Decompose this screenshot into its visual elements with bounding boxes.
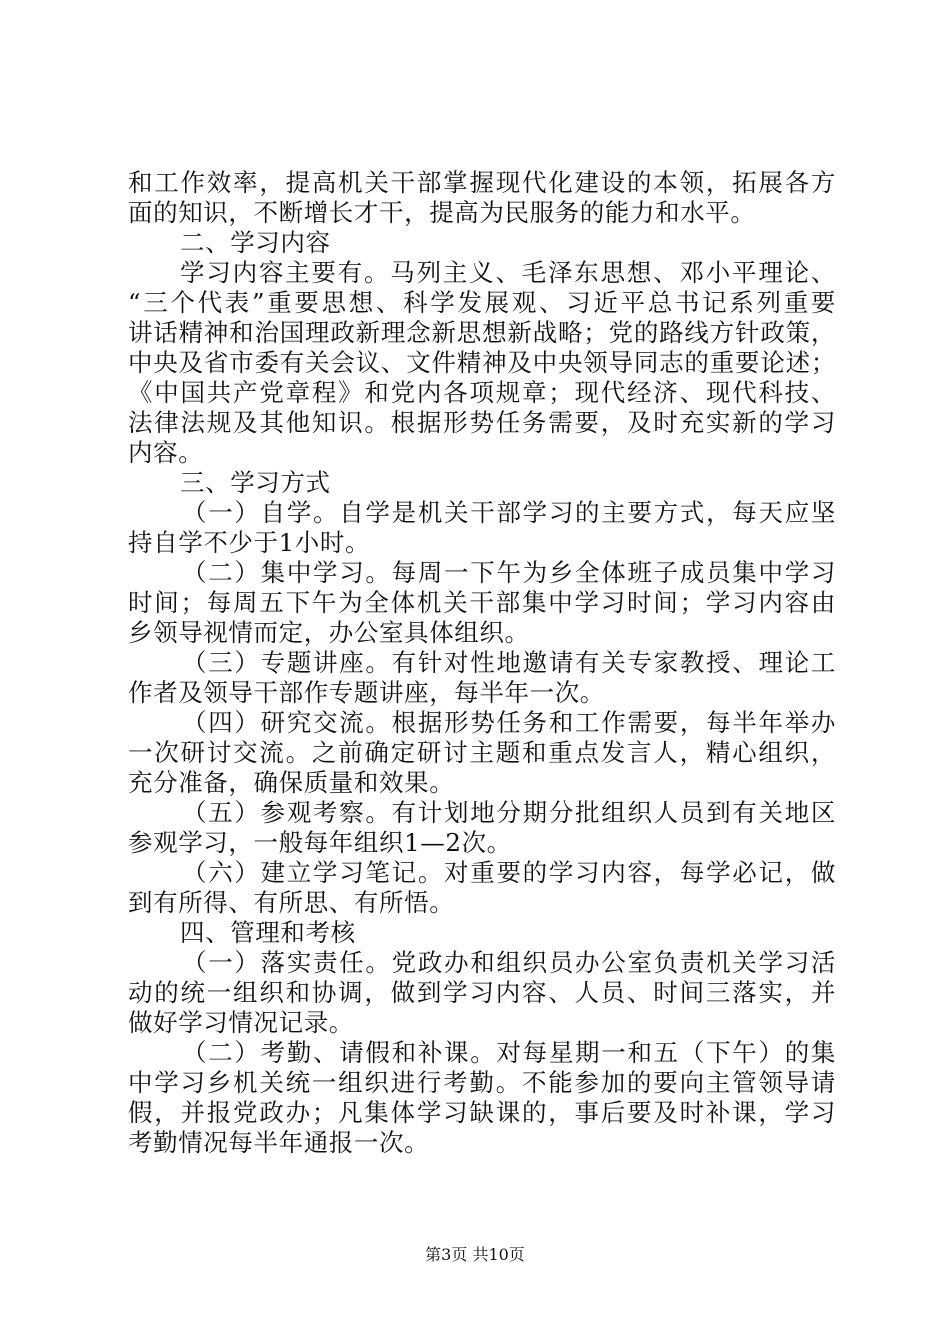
text-line: （六）建立学习笔记。对重要的学习内容，每学必记，做 — [182, 858, 836, 887]
text-line: 到有所得、有所思、有所悟。 — [128, 888, 455, 917]
text-line: （三）专题讲座。有针对性地邀请有关专家教授、理论工 — [182, 648, 836, 677]
text-line: 时间；每周五下午为全体机关干部集中学习时间；学习内容由 — [128, 588, 836, 617]
text-line: 法律法规及其他知识。根据形势任务需要，及时充实新的学习 — [128, 408, 836, 437]
text-line: （五）参观考察。有计划地分期分批组织人员到有关地区 — [182, 798, 836, 827]
text-line: 讲话精神和治国理政新理念新思想新战略；党的路线方针政策， — [128, 318, 836, 347]
text-line: 和工作效率，提高机关干部掌握现代化建设的本领，拓展各方 — [128, 168, 836, 197]
text-line: 中学习乡机关统一组织进行考勤。不能参加的要向主管领导请 — [128, 1068, 836, 1097]
text-line: 动的统一组织和协调，做到学习内容、人员、时间三落实，并 — [128, 978, 836, 1007]
document-body — [128, 168, 836, 1158]
text-line: 《中国共产党章程》和党内各项规章；现代经济、现代科技、 — [128, 378, 836, 407]
text-line: 充分准备，确保质量和效果。 — [128, 768, 455, 797]
text-line: 面的知识，不断增长才干，提高为民服务的能力和水平。 — [128, 198, 756, 227]
text-line: 考勤情况每半年通报一次。 — [128, 1128, 430, 1157]
text-line: “三个代表”重要思想、科学发展观、习近平总书记系列重要 — [128, 288, 836, 317]
text-line: （二）集中学习。每周一下午为乡全体班子成员集中学习 — [182, 558, 836, 587]
text-line: 内容。 — [128, 438, 204, 467]
text-line: 四、管理和考核 — [180, 918, 356, 947]
text-line: 三、学习方式 — [180, 468, 331, 497]
text-line: （一）自学。自学是机关干部学习的主要方式，每天应坚 — [182, 498, 836, 527]
text-line: （一）落实责任。党政办和组织员办公室负责机关学习活 — [182, 948, 836, 977]
text-line: 学习内容主要有。马列主义、毛泽东思想、邓小平理论、 — [180, 258, 836, 287]
text-line: 假，并报党政办；凡集体学习缺课的，事后要及时补课，学习 — [128, 1098, 836, 1127]
text-line: 持自学不少于1小时。 — [128, 528, 371, 557]
page-footer: 第3页 共10页 — [425, 1245, 525, 1264]
text-line: 中央及省市委有关会议、文件精神及中央领导同志的重要论述； — [128, 348, 836, 377]
text-line: （四）研究交流。根据形势任务和工作需要，每半年举办 — [182, 708, 836, 737]
text-line: 做好学习情况记录。 — [128, 1008, 354, 1037]
text-line: 参观学习，一般每年组织1—2次。 — [128, 828, 512, 857]
text-line: 乡领导视情而定，办公室具体组织。 — [128, 618, 530, 647]
text-line: 一次研讨交流。之前确定研讨主题和重点发言人，精心组织， — [128, 738, 836, 767]
text-line: （二）考勤、请假和补课。对每星期一和五（下午）的集 — [182, 1038, 836, 1067]
text-line: 作者及领导干部作专题讲座，每半年一次。 — [128, 678, 605, 707]
text-line: 二、学习内容 — [180, 228, 331, 257]
